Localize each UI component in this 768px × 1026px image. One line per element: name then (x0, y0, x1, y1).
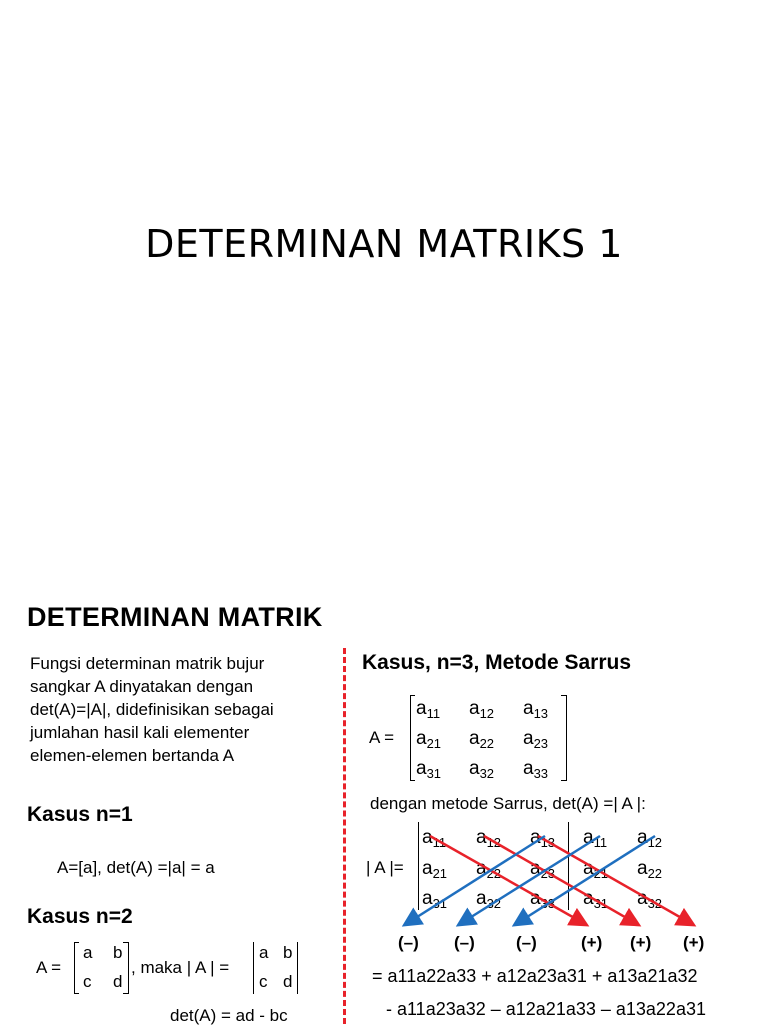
definition-line: sangkar A dinyatakan dengan (30, 677, 254, 696)
negative-arrow (406, 836, 545, 924)
definition-line: elemen-elemen bertanda A (30, 746, 235, 765)
sarrus-cell: $a_{11}$ (422, 827, 447, 850)
matrix-cell: $a_{22}$ (469, 728, 495, 751)
matrix-cell: $a_{23}$ (523, 728, 549, 751)
matrix-cell: $a_{33}$ (523, 758, 549, 781)
matrix-cell: $a_{32}$ (469, 758, 495, 781)
expansion-line-positive: = a11a22a33 + a12a23a31 + a13a21a32 (372, 966, 698, 986)
matrix-cell: d (113, 972, 123, 991)
negative-arrow (516, 836, 655, 924)
det-cell: d (283, 972, 293, 991)
matrix-cell: $a_{21}$ (416, 728, 442, 751)
case1-heading: Kasus n=1 (27, 803, 133, 826)
negative-diagonal-arrows (406, 836, 655, 924)
case3-heading: Kasus, n=3, Metode Sarrus (362, 651, 632, 674)
det-cell: b (283, 943, 293, 962)
case2-det-formula: det(A) = ad - bc (170, 1006, 288, 1025)
sarrus-cell: $a_{21}$ (422, 858, 448, 881)
sign-label: (–) (454, 933, 475, 952)
sarrus-cell: $a_{31}$ (583, 888, 609, 911)
sign-label: (+) (630, 933, 652, 952)
sarrus-cell: $a_{31}$ (422, 888, 448, 911)
case2-heading: Kasus n=2 (27, 905, 133, 928)
determinant-slide (0, 590, 768, 1024)
matrix-cell: a (83, 943, 93, 962)
sarrus-cell: $a_{33}$ (530, 888, 556, 911)
case2-lhs: A = (36, 958, 62, 977)
matrix-cell: b (113, 943, 123, 962)
sarrus-cell: $a_{22}$ (637, 858, 663, 881)
det-cell: a (259, 943, 269, 962)
sarrus-cell: $a_{12}$ (476, 827, 502, 850)
negative-arrow (460, 836, 600, 924)
matrix-cell: $a_{13}$ (523, 698, 549, 721)
sarrus-cell: $a_{12}$ (637, 827, 663, 850)
det-cell: c (259, 972, 268, 991)
sarrus-diagonals (0, 590, 768, 1024)
sarrus-cell: $a_{11}$ (583, 827, 608, 850)
definition-line: det(A)=|A|, didefinisikan sebagai (30, 700, 274, 719)
sign-label: (–) (516, 933, 537, 952)
sign-label: (+) (581, 933, 603, 952)
definition-line: jumlahan hasil kali elementer (30, 723, 250, 742)
matrix-cell: $a_{31}$ (416, 758, 442, 781)
sarrus-cell: $a_{23}$ (530, 858, 556, 881)
sarrus-cell: $a_{32}$ (476, 888, 502, 911)
abs-lhs: | A |= (366, 858, 404, 877)
matrix-cell: $a_{12}$ (469, 698, 495, 721)
sign-label: (+) (683, 933, 705, 952)
sarrus-cell: $a_{22}$ (476, 858, 502, 881)
expansion-line-negative: - a11a23a32 – a12a21a33 – a13a22a31 (386, 999, 706, 1019)
sarrus-cell: $a_{21}$ (583, 858, 609, 881)
case1-formula: A=[a], det(A) =|a| = a (57, 858, 215, 877)
matrix-cell: $a_{11}$ (416, 698, 441, 721)
case2-maka: , maka | A | = (131, 958, 230, 977)
sarrus-text: dengan metode Sarrus, det(A) =| A |: (370, 794, 646, 813)
sarrus-cell: $a_{13}$ (530, 827, 556, 850)
matrix-cell: c (83, 972, 92, 991)
sarrus-cell: $a_{32}$ (637, 888, 663, 911)
slide-title: DETERMINAN MATRIKS 1 (145, 222, 623, 266)
case3-lhs: A = (369, 728, 395, 747)
definition-line: Fungsi determinan matrik bujur (30, 654, 265, 673)
sign-label: (–) (398, 933, 419, 952)
slide-heading: DETERMINAN MATRIK (27, 602, 323, 632)
positive-diagonal-arrows (430, 836, 692, 924)
